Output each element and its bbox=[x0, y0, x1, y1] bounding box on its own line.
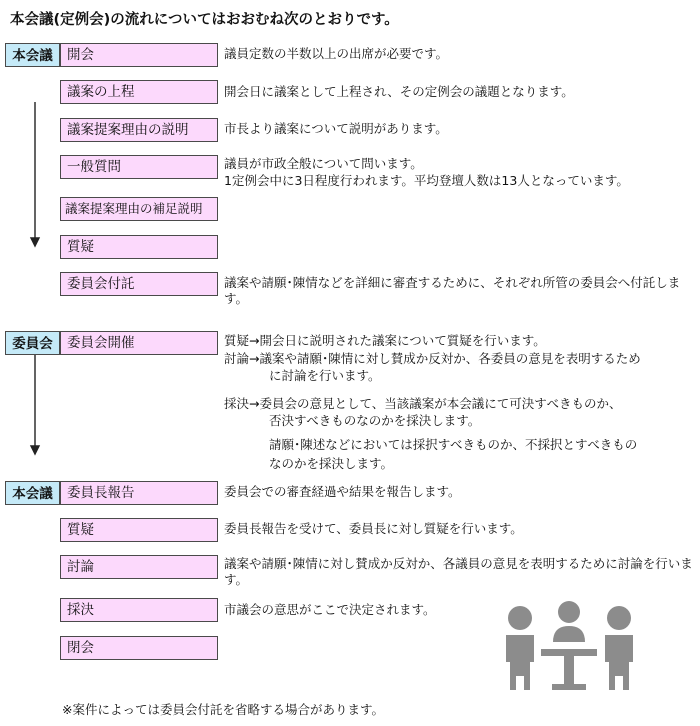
desc-committee-referral: 議案や請願･陳情などを詳細に審査するために、それぞれ所管の委員会へ付託します。 bbox=[224, 275, 681, 306]
desc-committee-line-6: 請願･陳述などにおいては採択すべきものか、不採択とすべきもの bbox=[269, 437, 638, 452]
step-questioning-1: 質疑 bbox=[60, 235, 218, 259]
section-plenary-2: 本会議 bbox=[5, 481, 60, 505]
desc-committee-line-4: 採決→委員会の意見として、当該議案が本会議にて可決すべきものか、 bbox=[224, 396, 622, 411]
desc-debate: 議案や請願･陳情に対し賛成か反対か、各議員の意見を表明するために討論を行います。 bbox=[224, 556, 693, 587]
step-committee-meeting: 委員会開催 bbox=[60, 331, 218, 355]
arrow-head-2 bbox=[31, 446, 39, 454]
desc-committee-line-1: 質疑→開会日に説明された議案について質疑を行います。 bbox=[224, 333, 546, 348]
step-supplementary-explanation: 議案提案理由の補足説明 bbox=[60, 197, 218, 221]
step-committee-referral: 委員会付託 bbox=[60, 272, 218, 296]
step-questioning-2: 質疑 bbox=[60, 518, 218, 542]
step-close: 閉会 bbox=[60, 636, 218, 660]
desc-general-question-1: 議員が市政全般について問います。 bbox=[224, 156, 423, 171]
section-plenary-1: 本会議 bbox=[5, 43, 60, 67]
step-general-question: 一般質問 bbox=[60, 155, 218, 179]
desc-bill-introduction: 開会日に議案として上程され、その定例会の議題となります。 bbox=[224, 84, 574, 99]
step-chair-report: 委員長報告 bbox=[60, 481, 218, 505]
section-committee: 委員会 bbox=[5, 331, 60, 355]
meeting-people-icon bbox=[506, 601, 633, 690]
page-title: 本会議(定例会)の流れについてはおおむね次のとおりです。 bbox=[10, 12, 399, 28]
desc-general-question-2: 1定例会中に3日程度行われます。平均登壇人数は13人となっています。 bbox=[224, 173, 629, 188]
desc-questioning-2: 委員長報告を受けて、委員長に対し質疑を行います。 bbox=[224, 521, 523, 536]
desc-committee-line-5: 否決すべきものなのかを採決します。 bbox=[269, 413, 481, 428]
step-debate: 討論 bbox=[60, 555, 218, 579]
desc-open: 議員定数の半数以上の出席が必要です。 bbox=[224, 46, 449, 61]
desc-chair-report: 委員会での審査経過や結果を報告します。 bbox=[224, 484, 461, 499]
footnote: ※案件によっては委員会付託を省略する場合があります。 bbox=[62, 702, 384, 717]
step-vote: 採決 bbox=[60, 598, 218, 622]
desc-committee-line-7: なのかを採決します。 bbox=[269, 456, 394, 471]
desc-vote: 市議会の意思がここで決定されます。 bbox=[224, 602, 436, 617]
step-bill-explanation: 議案提案理由の説明 bbox=[60, 118, 218, 142]
arrow-head-1 bbox=[31, 238, 39, 246]
desc-bill-explanation: 市長より議案について説明があります。 bbox=[224, 121, 448, 136]
desc-committee-line-3: に討論を行います。 bbox=[269, 368, 381, 383]
step-open: 開会 bbox=[60, 43, 218, 67]
desc-committee-line-2: 討論→議案や請願･陳情に対し賛成か反対か、各委員の意見を表明するため bbox=[224, 351, 641, 366]
step-bill-introduction: 議案の上程 bbox=[60, 80, 218, 104]
